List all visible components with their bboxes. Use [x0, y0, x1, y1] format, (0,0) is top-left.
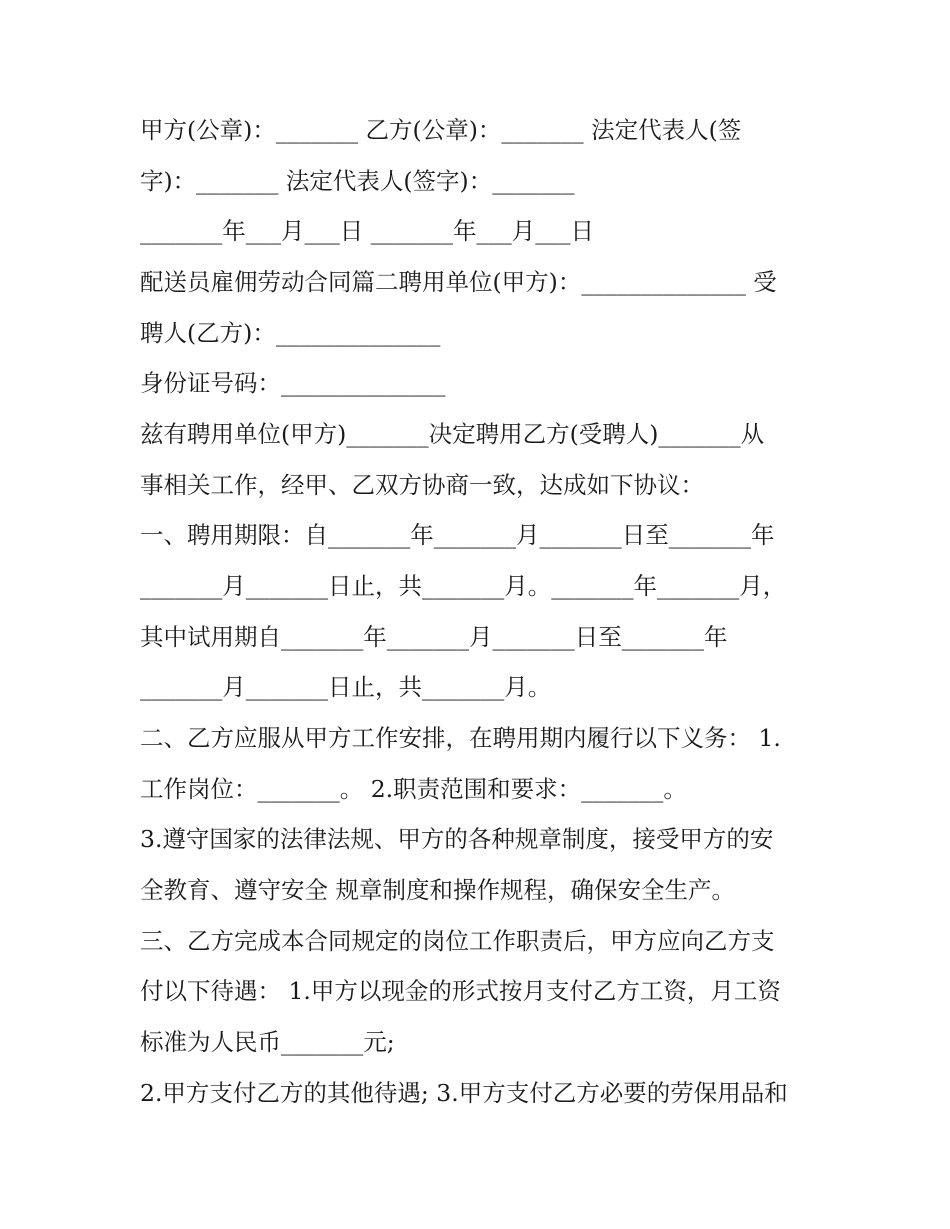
text-line-section-title: 配送员雇佣劳动合同篇二聘用单位(甲方)：______________ 受 [140, 268, 777, 296]
text-line-term-4: _______月_______日止，共_______月。 [140, 673, 552, 701]
text-line-term-1: 一、聘用期限：自_______年_______月_______日至_______年 [140, 521, 775, 549]
text-line-signature-parties: 甲方(公章)：_______ 乙方(公章)：_______ 法定代表人(签 [140, 116, 742, 144]
text-line-duties-1: 二、乙方应服从甲方工作安排，在聘用期内履行以下义务： 1. [140, 724, 781, 752]
text-line-duties-4: 全教育、遵守安全 规章制度和操作规程，确保安全生产。 [140, 876, 735, 904]
text-line-id-number: 身份证号码：______________ [140, 369, 446, 397]
text-line-term-3: 其中试用期自_______年_______月_______日至_______年 [140, 623, 728, 651]
text-line-duties-3: 3.遵守国家的法律法规、甲方的各种规章制度，接受甲方的安 [140, 825, 774, 853]
text-line-duties-2: 工作岗位：_______。 2.职责范围和要求：_______。 [140, 775, 687, 803]
text-line-pay-4: 2.甲方支付乙方的其他待遇; 3.甲方支付乙方必要的劳保用品和 [140, 1079, 788, 1107]
text-line-signature-representatives: 字)：_______ 法定代表人(签字)：_______ [140, 167, 575, 195]
text-line-pay-2: 付以下待遇： 1.甲方以现金的形式按月支付乙方工资，月工资 [140, 977, 781, 1005]
text-line-pay-1: 三、乙方完成本合同规定的岗位工作职责后，甲方应向乙方支 [140, 927, 775, 955]
text-line-pay-3: 标准为人民币_______元; [140, 1028, 395, 1056]
text-line-employee: 聘人(乙方)：______________ [140, 319, 441, 347]
text-line-signature-dates: _______年___月___日 _______年___月___日 [140, 217, 594, 245]
text-line-intro-1: 兹有聘用单位(甲方)_______决定聘用乙方(受聘人)_______从 [140, 420, 765, 448]
text-line-intro-2: 事相关工作，经甲、乙双方协商一致，达成如下协议： [140, 471, 704, 499]
text-line-term-2: _______月_______日止，共_______月。_______年_______月， [140, 572, 787, 600]
